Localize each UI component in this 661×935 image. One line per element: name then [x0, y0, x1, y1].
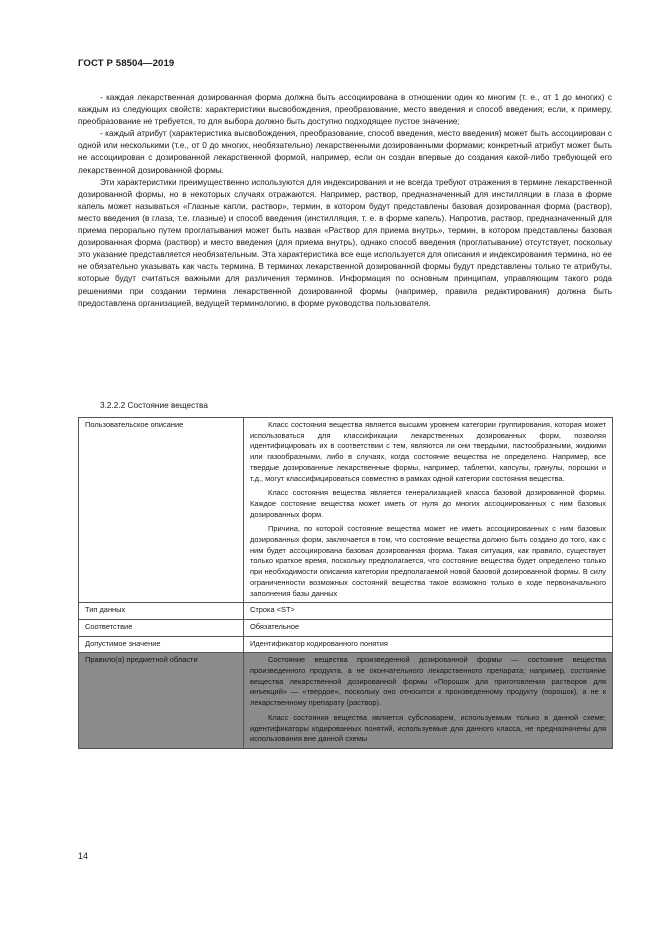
section-heading: 3.2.2.2 Состояние вещества [100, 401, 208, 410]
domain-rules-paragraph-2: Класс состояния вещества является субсловарем, используемым только в данной схеме; идентификаторы кодированных понятий, используемые для данного класса, не предназначены для использования вне данной схемы [250, 712, 606, 744]
user-description-paragraph-2: Класс состояния вещества является генерализацией класса базовой дозированной формы. Каждое состояние вещества может иметь от нуля до многих ассоциированных с ним базовых дозированных форм. [250, 488, 606, 519]
table-row-shaded [79, 653, 613, 749]
row-label-user-description: Пользовательское описание [79, 418, 244, 603]
row-label-conformance: Соответствие [79, 619, 244, 636]
table-row [79, 636, 613, 653]
table-row [79, 619, 613, 636]
row-value-conformance: Обязательное [244, 619, 613, 636]
user-description-paragraph-3: Причина, по которой состояние вещества может не иметь ассоциированных с ним базовых дозированных форм, заключается в том, что состояние вещества должно быть создано до того, как с ним будет ассоциирована базовая дозированная форма. Такая ситуация, как правило, существует только краткое время, поскольку предполагается, что состояние вещества будет определено только при необходимости описания категории предполагаемой новой базовой дозированной формы. В силу ограниченности возможных состояний вещества такое возможно только в ходе первоначального заполнения базы данных [250, 524, 606, 598]
standard-id-header: ГОСТ Р 58504—2019 [78, 58, 175, 69]
table-row [79, 418, 613, 603]
state-of-matter-table [78, 417, 613, 749]
bullet-attribute-association: - каждый атрибут (характеристика высвобождения, преобразование, способ введения, место введения) может быть ассоциирован с одной или несколькими (т.е., от 0 до многих, необязательно) лекарственными дозированными формами; конкретный атрибут может быть не ассоциирован с дозированной лекарственной формой, например, если он создан впервые до создания какой-либо требующей его лекарственной дозированной формы. [78, 129, 612, 175]
row-value-domain-rules [244, 653, 613, 749]
row-value-allowed-value: Идентификатор кодированного понятия [244, 636, 613, 653]
row-label-allowed-value: Допустимое значение [79, 636, 244, 653]
body-text [78, 92, 612, 310]
page-number: 14 [78, 851, 89, 861]
row-label-data-type: Тип данных [79, 603, 244, 620]
table-row [79, 603, 613, 620]
user-description-paragraph-1: Класс состояния вещества является высшим уровнем категории группирования, которая может использоваться для классификации лекарственных дозированных форм, позволяя идентифицировать их в соответствии с тем, являются ли они твердыми, пастообразными, жидкими или газообразными, либо в случаях, когда состояние вещества не определено. Например, все твердые дозированные лекарственные формы, например, таблетки, капсулы, гранулы, порошки и т.д., могут классифицироваться совместно в рамках одной категории состояния вещества. [250, 420, 606, 483]
domain-rules-paragraph-1: Состояние вещества произведенной дозированной формы — состояние вещества произведенного продукта, а не окончательного лекарственного препарата; например, состояние вещества лекарственной дозированной формы «Порошок для приготовления растворов для инъекций» — «твердое», поскольку оно относится к произведенному продукту (порошок), а не к лекарственному препарату (раствор). [250, 655, 606, 708]
bullet-dosage-form-association: - каждая лекарственная дозированная форма должна быть ассоциирована в отношении один ко многим (т. е., от 1 до многих) с каждым из следующих свойств: характеристики высвобождения, преобразование, место введения и способ введения; если, к примеру, преобразование не требуется, то для выбора должно быть доступно подходящее пустое значение; [78, 93, 612, 127]
paragraph-characteristics-indexing: Эти характеристики преимущественно используются для индексирования и не всегда требуют отражения в термине лекарственной дозированной формы, но в некоторых случаях отражаются. Например, раствор, предназначенный для инстилляции в глаза в форме капель может называться «Глазные капли, раствор», термин, в котором будут представлены базовая дозированная форма (раствор), место введения (в глаза, т.е. глазные) и способ введения (инстилляция, т. е. в форме капель). Напротив, раствор, предназначенный для приема перорально путем проглатывания может быть назван «Раствор для приема внутрь», термин, в котором представлены базовая дозированная форма (раствор) и место введения (для приема внутрь), однако способ введения (проглатывание) отсутствует, поскольку это указание представляется необязательным. Эта характеристика все еще используется для описания и индексирования термина, но ее не обязательно указывать как часть термина. В терминах лекарственной дозированной формы будут представлены только те атрибуты, которые будут считаться важными для различения терминов. Информация по основным принципам, управляющим такого рода решениями при создании термина лекарственной дозированной формы (например, правила редактирования) должна быть предоставлена организацией, ведущей терминологию, в форме руководства пользователя. [78, 177, 612, 308]
row-label-domain-rules: Правило(а) предметной области [79, 653, 244, 749]
row-value-data-type: Строка <ST> [244, 603, 613, 620]
row-value-user-description [244, 418, 613, 603]
